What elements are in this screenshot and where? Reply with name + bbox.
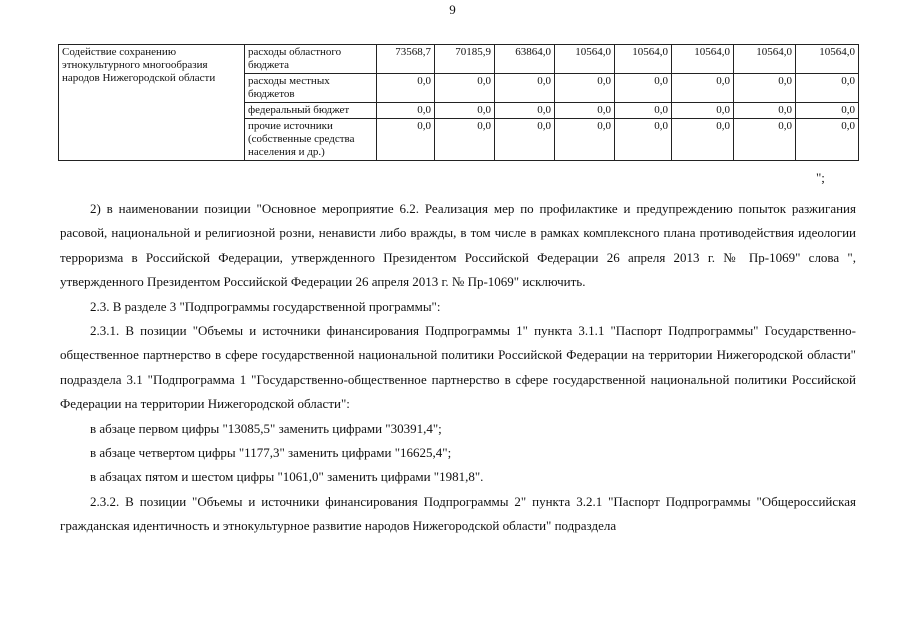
paragraph: в абзацах пятом и шестом цифры "1061,0" заменить цифрами "1981,8".: [90, 469, 484, 485]
value-cell: 0,0: [796, 103, 859, 119]
paragraph: 2.3.1. В позиции "Объемы и источники финансирования Подпрограммы 1" пункта 3.1.1 "Паспорт Подпрограммы" Государственно-общественное партнерство в сфере государственной национальной политики Российской Федерации на территории Нижегородской области" подраздела 3.1 "Подпрограмма 1 "Государственно-общественное партнерство в сфере государственной национальной политики Российской Федерации на территории Нижегородской области":: [60, 323, 856, 412]
value-cell: 0,0: [672, 119, 734, 161]
value-cell: 0,0: [615, 103, 672, 119]
page-number: 9: [449, 2, 456, 17]
value-cell: 0,0: [435, 103, 495, 119]
measure-name-cell: Содействие сохранению этнокультурного многообразия народов Нижегородской области: [59, 45, 245, 161]
value-cell: 0,0: [734, 74, 796, 103]
value-cell: 0,0: [495, 103, 555, 119]
value-cell: 70185,9: [435, 45, 495, 74]
closing-quote-mark: ";: [816, 170, 825, 185]
value-cell: 0,0: [495, 119, 555, 161]
value-cell: 10564,0: [672, 45, 734, 74]
paragraph: 2) в наименовании позиции "Основное мероприятие 6.2. Реализация мер по профилактике и предупреждению попыток разжигания расовой, национальной и религиозной розни, ненависти либо вражды, в том числе в рамках комплексного плана противодействия идеологии терроризма в Российской Федерации, утвержденного Президентом Российской Федерации 26 апреля 2013 г. № Пр-1069" слова ", утвержденного Президентом Российской Федерации 26 апреля 2013 г. № Пр-1069" исключить.: [60, 201, 856, 290]
paragraph: в абзаце четвертом цифры "1177,3" заменить цифрами "16625,4";: [90, 445, 452, 461]
source-cell: федеральный бюджет: [245, 103, 377, 119]
value-cell: 0,0: [555, 74, 615, 103]
value-cell: 63864,0: [495, 45, 555, 74]
value-cell: 10564,0: [796, 45, 859, 74]
source-cell: расходы местных бюджетов: [245, 74, 377, 103]
value-cell: 0,0: [377, 74, 435, 103]
paragraph: в абзаце первом цифры "13085,5" заменить цифрами "30391,4";: [90, 420, 442, 436]
value-cell: 0,0: [796, 119, 859, 161]
value-cell: 0,0: [555, 103, 615, 119]
financing-table: [58, 44, 859, 161]
value-cell: 0,0: [734, 103, 796, 119]
paragraph: 2.3. В разделе 3 "Подпрограммы государственной программы":: [90, 298, 441, 314]
document-body: [60, 197, 856, 539]
value-cell: 10564,0: [734, 45, 796, 74]
value-cell: 10564,0: [615, 45, 672, 74]
value-cell: 73568,7: [377, 45, 435, 74]
value-cell: 0,0: [435, 74, 495, 103]
value-cell: 0,0: [796, 74, 859, 103]
paragraph: 2.3.2. В позиции "Объемы и источники финансирования Подпрограммы 2" пункта 3.2.1 "Паспорт Подпрограммы "Общероссийская гражданская идентичность и этнокультурное развитие народов Нижегородской области" подраздела: [60, 493, 856, 534]
value-cell: 0,0: [435, 119, 495, 161]
value-cell: 0,0: [615, 74, 672, 103]
value-cell: 0,0: [377, 119, 435, 161]
value-cell: 0,0: [672, 74, 734, 103]
value-cell: 10564,0: [555, 45, 615, 74]
source-cell: расходы областного бюджета: [245, 45, 377, 74]
table-row: [59, 45, 859, 74]
value-cell: 0,0: [495, 74, 555, 103]
source-cell: прочие источники (собственные средства населения и др.): [245, 119, 377, 161]
value-cell: 0,0: [615, 119, 672, 161]
value-cell: 0,0: [672, 103, 734, 119]
value-cell: 0,0: [377, 103, 435, 119]
value-cell: 0,0: [734, 119, 796, 161]
value-cell: 0,0: [555, 119, 615, 161]
